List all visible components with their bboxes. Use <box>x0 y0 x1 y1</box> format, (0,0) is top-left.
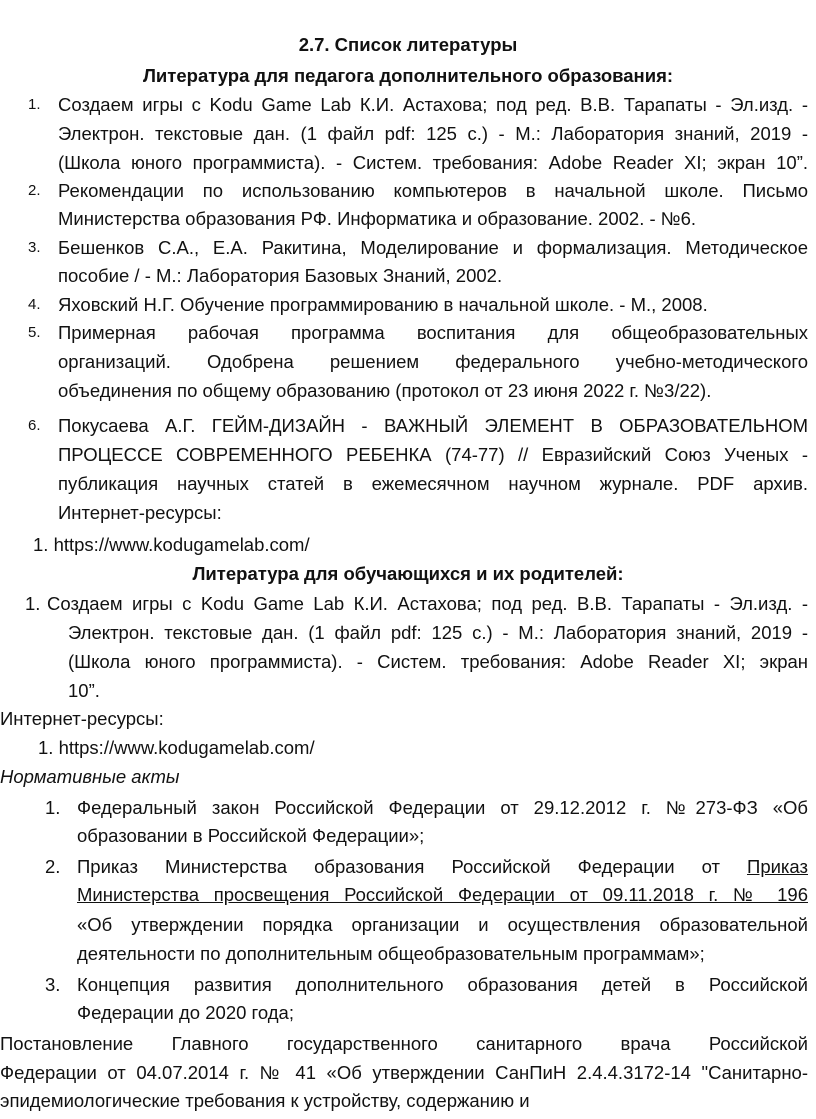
page-title: 2.7. Список литературы <box>298 34 518 55</box>
item-number: 2. <box>45 856 61 877</box>
item-line: Электрон. текстовые дан. (1 файл pdf: 125 с.) - М.: Лаборатория знаний, 2019 - <box>58 123 808 144</box>
item-line: Концепция развития дополнительного образования детей в Российской <box>77 974 808 995</box>
item-line: организаций. Одобрена решением федерального учебно-методического <box>58 351 808 372</box>
web-resource-link[interactable]: 1. https://www.kodugamelab.com/ <box>38 737 315 758</box>
item-line: Интернет-ресурсы: <box>58 502 222 523</box>
item-text: Приказ Министерства образования Российской Федерации от <box>77 856 748 877</box>
item-line: пособие / - М.: Лаборатория Базовых Знаний, 2002. <box>58 265 503 286</box>
item-line <box>77 881 808 909</box>
item-line <box>77 853 808 881</box>
item-number: 4. <box>28 296 41 313</box>
item-number: 5. <box>28 324 41 341</box>
web-resource-link[interactable]: 1. https://www.kodugamelab.com/ <box>33 534 310 555</box>
paragraph-line: Федерации от 04.07.2014 г. № 41 «Об утверждении СанПиН 2.4.4.3172-14 "Санитарно- <box>0 1062 808 1083</box>
students-heading: Литература для обучающихся и их родителей: <box>192 563 624 584</box>
item-line: образовании в Российской Федерации»; <box>77 825 425 846</box>
item-line: Бешенков С.А., Е.А. Ракитина, Моделирование и формализация. Методическое <box>58 237 808 258</box>
item-line: (Школа юного программиста). - Систем. требования: Adobe Reader XI; экран 10”. <box>58 152 808 173</box>
order-link[interactable]: Министерства просвещения Российской Федерации от 09.11.2018 г. № 196 <box>77 884 808 905</box>
item-line: Покусаева А.Г. ГЕЙМ-ДИЗАЙН - ВАЖНЫЙ ЭЛЕМЕНТ В ОБРАЗОВАТЕЛЬНОМ <box>58 415 808 436</box>
web-resources-label: Интернет-ресурсы: <box>0 708 164 729</box>
order-link[interactable]: Приказ <box>747 856 808 877</box>
item-line: ПРОЦЕССЕ СОВРЕМЕННОГО РЕБЕНКА (74-77) // Евразийский Союз Ученых - <box>58 444 808 465</box>
item-line: Яховский Н.Г. Обучение программированию в начальной школе. - М., 2008. <box>58 294 708 315</box>
teacher-heading: Литература для педагога дополнительного образования: <box>142 65 674 86</box>
item-line: Рекомендации по использованию компьютеров в начальной школе. Письмо <box>58 180 808 201</box>
item-line: (Школа юного программиста). - Систем. требования: Adobe Reader XI; экран <box>68 651 808 672</box>
normative-heading: Нормативные акты <box>0 766 180 787</box>
paragraph-line: Постановление Главного государственного санитарного врача Российской <box>0 1033 808 1054</box>
item-line: «Об утверждении порядка организации и осуществления образовательной <box>77 914 808 935</box>
item-line: Федерации до 2020 года; <box>77 1002 294 1023</box>
item-number: 6. <box>28 417 41 434</box>
item-line: Создаем игры с Kodu Game Lab К.И. Астахова; под ред. В.В. Тарапаты - Эл.изд. - <box>47 593 808 614</box>
item-line: публикация научных статей в ежемесячном научном журнале. PDF архив. <box>58 473 808 494</box>
item-number: 1. <box>28 96 41 113</box>
item-line: 10”. <box>68 680 100 701</box>
paragraph-line: эпидемиологические требования к устройству, содержанию и <box>0 1090 530 1111</box>
item-line: Примерная рабочая программа воспитания для общеобразовательных <box>58 322 808 343</box>
item-line: Федеральный закон Российской Федерации от 29.12.2012 г. №273-ФЗ «Об <box>77 797 808 818</box>
item-number: 3. <box>28 239 41 256</box>
item-line: объединения по общему образованию (протокол от 23 июня 2022 г. №3/22). <box>58 380 712 401</box>
item-number: 3. <box>45 974 61 995</box>
item-number: 2. <box>28 182 41 199</box>
item-line: деятельности по дополнительным общеобразовательным программам»; <box>77 943 705 964</box>
item-line: Министерства образования РФ. Информатика и образование. 2002. - №6. <box>58 208 697 229</box>
item-number: 1. <box>25 593 41 614</box>
item-line: Создаем игры с Kodu Game Lab К.И. Астахова; под ред. В.В. Тарапаты - Эл.изд. - <box>58 94 808 115</box>
item-number: 1. <box>45 797 61 818</box>
item-line: Электрон. текстовые дан. (1 файл pdf: 125 с.) - М.: Лаборатория знаний, 2019 - <box>68 622 808 643</box>
